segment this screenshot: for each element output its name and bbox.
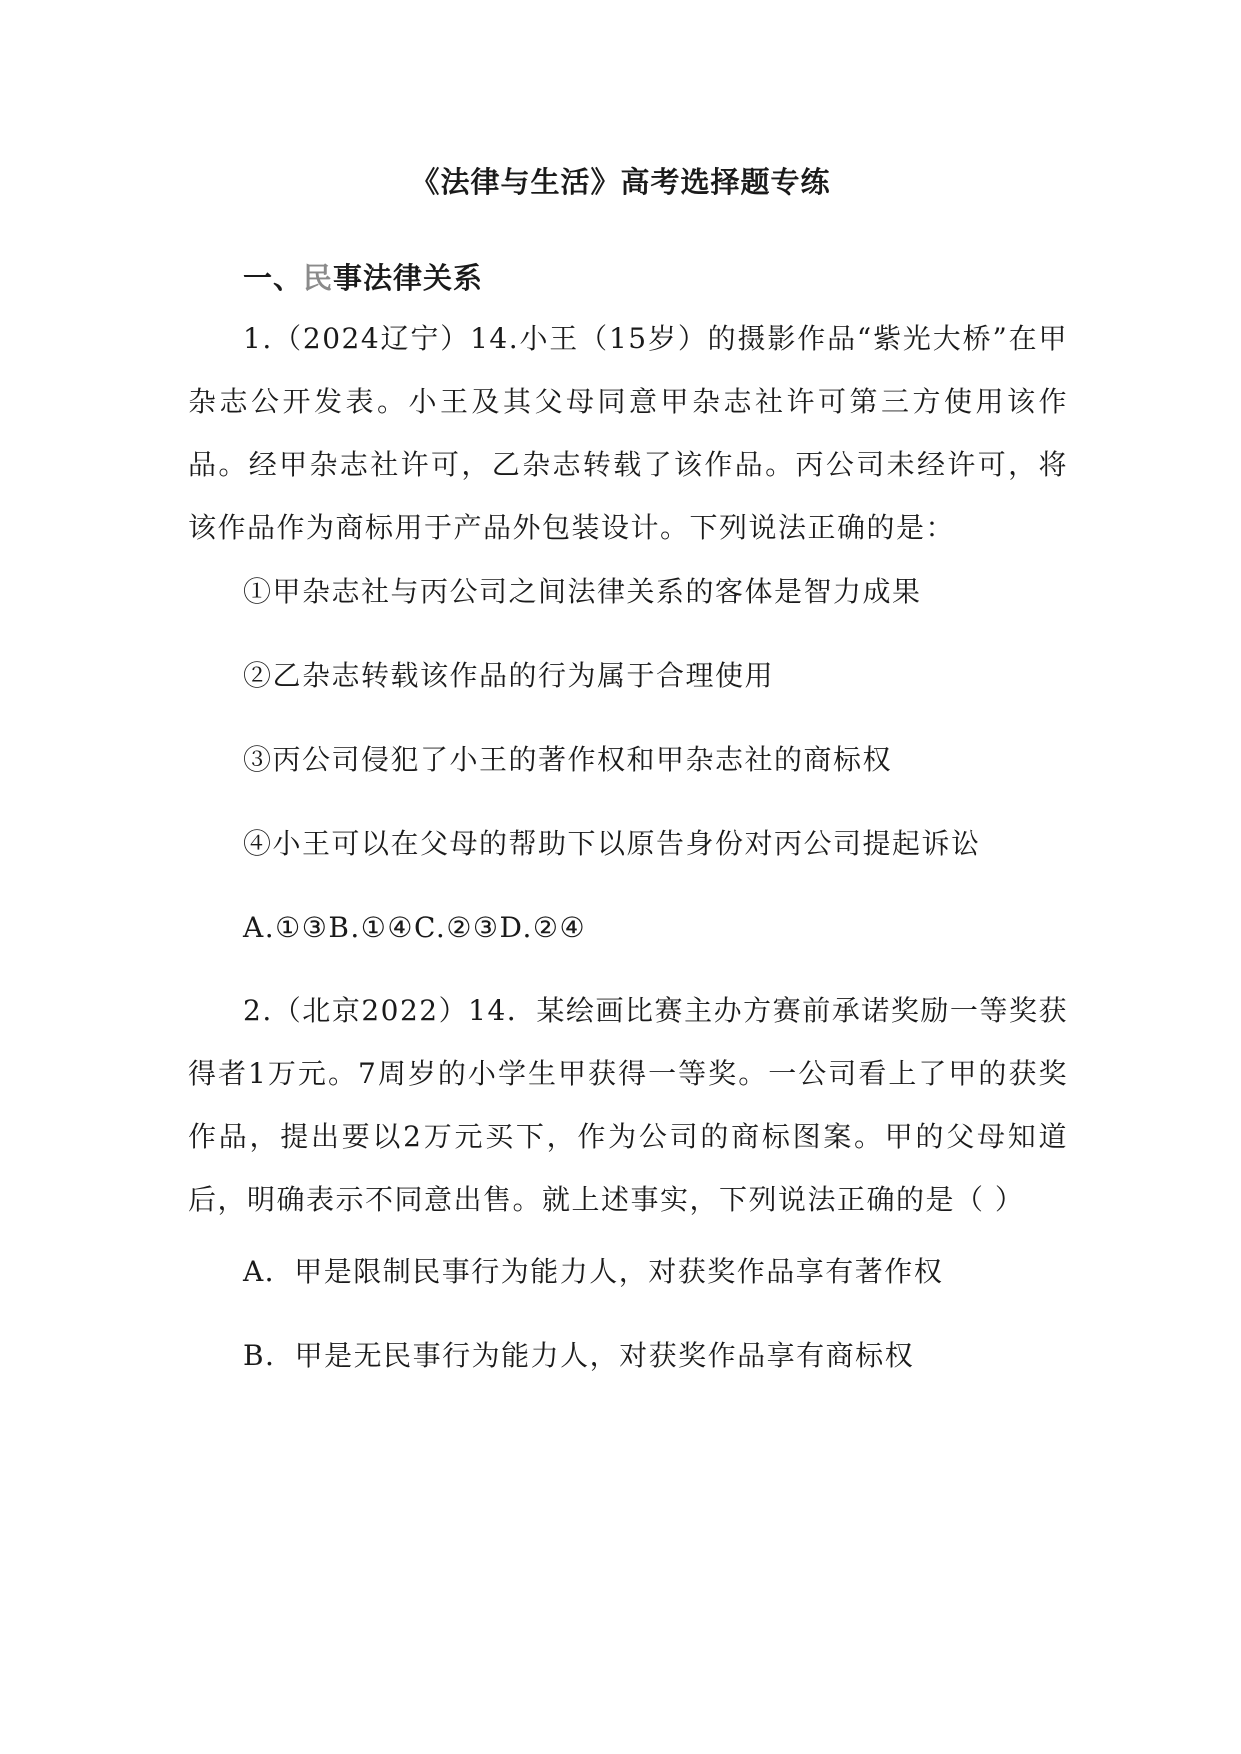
question-1-statement-2: ②乙杂志转载该作品的行为属于合理使用 (243, 659, 775, 692)
question-1-statement-3: ③丙公司侵犯了小王的著作权和甲杂志社的商标权 (243, 743, 893, 776)
question-1-statement-4: ④小王可以在父母的帮助下以原告身份对丙公司提起诉讼 (243, 827, 981, 860)
section-faded-char: 民 (303, 261, 334, 295)
section-heading (243, 258, 483, 298)
question-2-stem: 2.（北京2022）14．某绘画比赛主办方赛前承诺奖励一等奖获得者1万元。7周岁的小学生甲获得一等奖。一公司看上了甲的获奖作品，提出要以2万元买下，作为公司的商标图案。甲的父母知道后，明确表示不同意出售。就上述事实，下列说法正确的是（ ） (188, 994, 1068, 1216)
section-title: 事法律关系 (333, 261, 484, 295)
question-1-stem: 1.（2024辽宁）14.小王（15岁）的摄影作品“紫光大桥”在甲杂志公开发表。小王及其父母同意甲杂志社许可第三方使用该作品。经甲杂志社许可，乙杂志转载了该作品。丙公司未经许可，将该作品作为商标用于产品外包装设计。下列说法正确的是： (188, 322, 1068, 544)
question-2-option-b: B．甲是无民事行为能力人，对获奖作品享有商标权 (243, 1339, 915, 1372)
question-1-statement-1: ①甲杂志社与丙公司之间法律关系的客体是智力成果 (243, 575, 922, 608)
document-title: 《法律与生活》高考选择题专练 (410, 165, 831, 199)
question-2-option-a: A．甲是限制民事行为能力人，对获奖作品享有著作权 (243, 1255, 944, 1288)
question-1-choices: A.①③B.①④C.②③D.②④ (243, 911, 587, 944)
section-number: 一、 (243, 261, 304, 295)
